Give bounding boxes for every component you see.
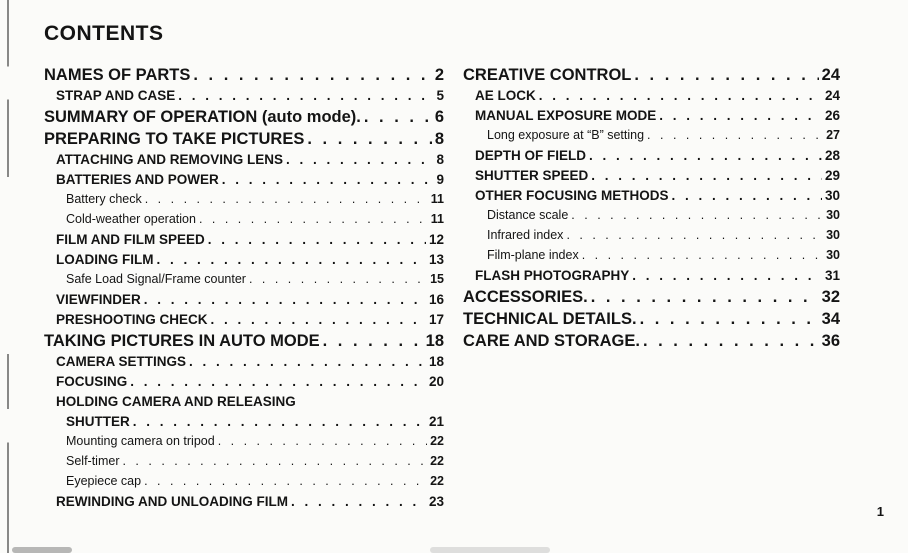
toc-entry (44, 88, 444, 108)
toc-dot-leader (634, 66, 818, 85)
toc-dot-leader (571, 208, 823, 222)
toc-dot-leader (286, 152, 433, 167)
toc-dot-leader (222, 172, 434, 187)
toc-entry-page: 28 (824, 148, 840, 163)
toc-dot-leader (307, 130, 431, 149)
toc-entry-page: 22 (430, 474, 444, 488)
toc-entry (463, 268, 840, 288)
binding-shadow (7, 0, 9, 553)
toc-dot-leader (643, 332, 819, 351)
toc-entry-page: 36 (821, 332, 840, 350)
toc-entry-title: CAMERA SETTINGS (56, 354, 187, 369)
toc-entry-title: Long exposure at “B” setting (487, 128, 645, 142)
toc-entry-title: TECHNICAL DETAILS. (463, 310, 637, 328)
toc-dot-leader (672, 188, 822, 203)
toc-entry-title: ATTACHING AND REMOVING LENS (56, 152, 283, 167)
toc-dot-leader (122, 454, 427, 468)
toc-entry (463, 66, 840, 88)
toc-entry (44, 414, 444, 434)
toc-entry-page: 26 (824, 108, 840, 123)
toc-dot-leader (640, 310, 819, 329)
toc-entry (44, 192, 444, 212)
toc-entry (44, 312, 444, 332)
toc-entry (44, 232, 444, 252)
toc-entry (44, 434, 444, 454)
toc-entry-title: Infrared index (487, 228, 564, 242)
toc-entry-page: 22 (430, 454, 444, 468)
toc-column-right (463, 66, 840, 354)
toc-entry-page: 30 (826, 208, 840, 222)
toc-entry-title: LOADING FILM (56, 252, 154, 267)
toc-dot-leader (582, 248, 823, 262)
toc-entry-page: 24 (821, 66, 840, 84)
toc-dot-leader (199, 212, 428, 226)
toc-entry-page: 24 (824, 88, 840, 103)
toc-dot-leader (130, 374, 426, 389)
toc-entry-title: SUMMARY OF OPERATION (auto mode). (44, 108, 361, 126)
toc-entry-title: Self-timer (66, 454, 120, 468)
toc-dot-leader (647, 128, 823, 142)
toc-entry-page: 30 (824, 188, 840, 203)
toc-entry-title: CARE AND STORAGE. (463, 332, 640, 350)
toc-entry (44, 252, 444, 272)
toc-entry-title: CREATIVE CONTROL (463, 66, 632, 84)
toc-dot-leader (218, 434, 427, 448)
toc-entry-title: TAKING PICTURES IN AUTO MODE (44, 332, 320, 350)
toc-dot-leader (193, 66, 431, 85)
toc-entry-title: Battery check (66, 192, 142, 206)
toc-dot-leader (211, 312, 426, 327)
toc-entry (463, 288, 840, 310)
toc-entry (44, 332, 444, 354)
toc-dot-leader (591, 168, 822, 183)
toc-entry (463, 188, 840, 208)
toc-dot-leader (291, 494, 426, 509)
toc-entry (44, 66, 444, 88)
toc-entry-page: 18 (425, 332, 444, 350)
toc-entry (463, 332, 840, 354)
toc-dot-leader (144, 292, 426, 307)
toc-entry-title: STRAP AND CASE (56, 88, 176, 103)
toc-dot-leader (189, 354, 426, 369)
toc-entry-page: 27 (826, 128, 840, 142)
toc-dot-leader (249, 272, 427, 286)
toc-entry (463, 310, 840, 332)
toc-entry-page: 31 (824, 268, 840, 283)
toc-entry-title: FILM AND FILM SPEED (56, 232, 205, 247)
toc-entry-title: SHUTTER (66, 414, 130, 429)
toc-entry-title: REWINDING AND UNLOADING FILM (56, 494, 288, 509)
toc-dot-leader (364, 108, 432, 127)
toc-entry (44, 394, 444, 414)
toc-entry-page: 22 (430, 434, 444, 448)
toc-dot-leader (323, 332, 423, 351)
toc-entry-page: 18 (428, 354, 444, 369)
toc-entry-title: FOCUSING (56, 374, 128, 389)
toc-entry-page: 11 (430, 212, 444, 226)
toc-entry-page: 12 (428, 232, 444, 247)
toc-entry-title: SHUTTER SPEED (475, 168, 589, 183)
toc-entry-title: VIEWFINDER (56, 292, 141, 307)
toc-entry-page: 6 (434, 108, 444, 126)
toc-dot-leader (591, 288, 819, 307)
toc-entry-title: Mounting camera on tripod (66, 434, 215, 448)
toc-entry-title: FLASH PHOTOGRAPHY (475, 268, 630, 283)
toc-entry-title: Film-plane index (487, 248, 579, 262)
toc-entry-page: 30 (826, 248, 840, 262)
toc-entry-title: OTHER FOCUSING METHODS (475, 188, 669, 203)
toc-dot-leader (589, 148, 822, 163)
toc-entry-title: AE LOCK (475, 88, 536, 103)
toc-entry-page: 8 (436, 152, 444, 167)
toc-entry-title: ACCESSORIES. (463, 288, 588, 306)
toc-entry (463, 248, 840, 268)
toc-entry-page: 5 (436, 88, 444, 103)
toc-entry-page: 23 (428, 494, 444, 509)
toc-entry-title: MANUAL EXPOSURE MODE (475, 108, 657, 123)
toc-dot-leader (133, 414, 426, 429)
toc-dot-leader (208, 232, 426, 247)
toc-dot-leader (178, 88, 433, 103)
toc-dot-leader (144, 474, 427, 488)
toc-dot-leader (566, 228, 823, 242)
scan-smudge (430, 547, 550, 553)
toc-entry-page: 15 (430, 272, 444, 286)
toc-entry (44, 130, 444, 152)
toc-entry-page: 32 (821, 288, 840, 306)
toc-entry (44, 152, 444, 172)
toc-column-left (44, 66, 444, 514)
toc-entry-page: 34 (821, 310, 840, 328)
toc-entry-page: 20 (428, 374, 444, 389)
toc-entry-title: Safe Load Signal/Frame counter (66, 272, 246, 286)
toc-entry-title: Distance scale (487, 208, 569, 222)
toc-entry (44, 474, 444, 494)
toc-entry-page: 21 (428, 414, 444, 429)
toc-entry (463, 208, 840, 228)
toc-dot-leader (539, 88, 822, 103)
toc-entry (463, 148, 840, 168)
contents-heading: CONTENTS (44, 22, 164, 45)
page-number: 1 (876, 504, 884, 519)
toc-entry (463, 168, 840, 188)
toc-entry-title: DEPTH OF FIELD (475, 148, 586, 163)
toc-entry (44, 212, 444, 232)
toc-entry-title: PREPARING TO TAKE PICTURES (44, 130, 305, 148)
toc-entry (463, 128, 840, 148)
toc-entry (44, 108, 444, 130)
toc-entry-page: 9 (436, 172, 444, 187)
toc-dot-leader (145, 192, 428, 206)
toc-entry-page: 17 (428, 312, 444, 327)
toc-entry (44, 292, 444, 312)
toc-entry (44, 272, 444, 292)
toc-entry (44, 454, 444, 474)
toc-entry-page: 8 (434, 130, 444, 148)
toc-entry-title: HOLDING CAMERA AND RELEASING (56, 394, 296, 409)
toc-entry-title: Eyepiece cap (66, 474, 142, 488)
toc-entry-title: BATTERIES AND POWER (56, 172, 219, 187)
toc-entry-page: 30 (826, 228, 840, 242)
toc-entry (44, 354, 444, 374)
toc-entry-title: PRESHOOTING CHECK (56, 312, 208, 327)
toc-dot-leader (632, 268, 822, 283)
toc-entry (44, 374, 444, 394)
toc-entry-page: 2 (434, 66, 444, 84)
toc-entry (44, 494, 444, 514)
toc-entry (463, 108, 840, 128)
toc-entry (463, 228, 840, 248)
toc-entry-page: 29 (824, 168, 840, 183)
toc-dot-leader (659, 108, 822, 123)
toc-entry-title: NAMES OF PARTS (44, 66, 191, 84)
toc-entry-page: 11 (430, 192, 444, 206)
toc-entry-page: 16 (428, 292, 444, 307)
scan-smudge (12, 547, 72, 553)
toc-dot-leader (157, 252, 426, 267)
toc-entry (44, 172, 444, 192)
toc-entry-title: Cold-weather operation (66, 212, 196, 226)
toc-entry-page: 13 (428, 252, 444, 267)
toc-entry (463, 88, 840, 108)
